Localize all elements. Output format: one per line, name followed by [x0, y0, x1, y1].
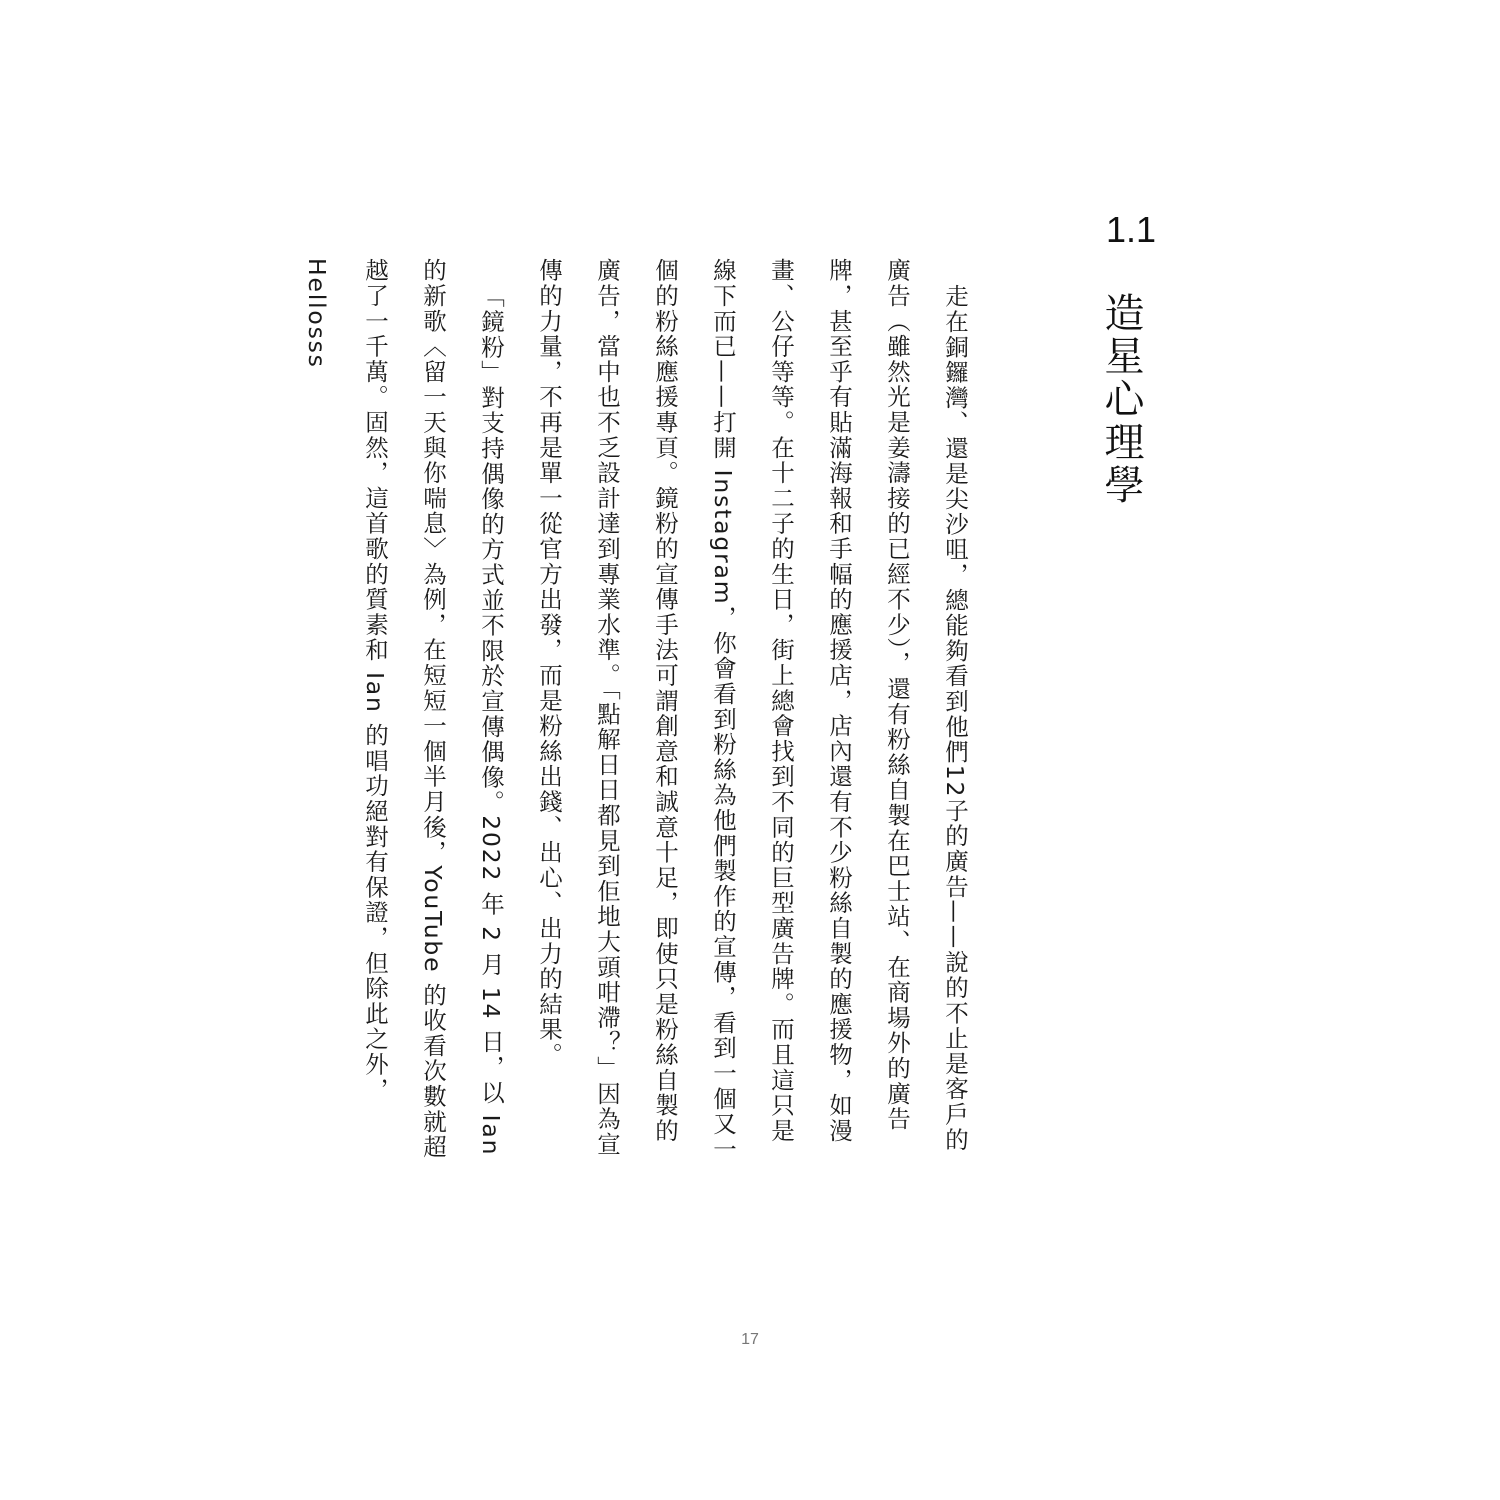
chapter-title: 造星心理學 [1098, 292, 1144, 507]
page-number: 17 [741, 1331, 759, 1348]
chapter-number: 1.1 [1106, 209, 1157, 250]
paragraph: 走在銅鑼灣、還是尖沙咀，總能夠看到他們12子的廣告——說的不止是客戶的廣告（雖然光是姜濤接的已經不少），還有粉絲自製在巴士站、在商場外的廣告牌，甚至乎有貼滿海報和手幅的應援店，店內還有不少粉絲自製的應援物，如漫畫、公仔等等。在十二子的生日，街上總會找到不同的巨型廣告牌。而且這只是線下而已——打開 Instagram，你會看到粉絲為他們製作的宣傳，看到一個又一個的粉絲應援專頁。鏡粉的宣傳手法可謂創意和誠意十足，即使只是粉絲自製的廣告，當中也不乏設計達到專業水準。「點解日日都見到佢地大頭咁滯？」因為宣傳的力量，不再是單一從官方出發，而是粉絲出錢、出心、出力的結果。 [535, 258, 969, 1163]
paragraph: 「鏡粉」對支持偶像的方式並不限於宣傳偶像。2022 年 2 月 14 日，以 Ian 的新歌〈留一天與你喘息〉為例，在短短一個半月後，YouTube 的收看次數就超越了一千萬。固然，這首歌的質素和 Ian 的唱功絕對有保證，但除此之外，Hellosss [303, 258, 505, 1160]
body-text [303, 258, 984, 1168]
